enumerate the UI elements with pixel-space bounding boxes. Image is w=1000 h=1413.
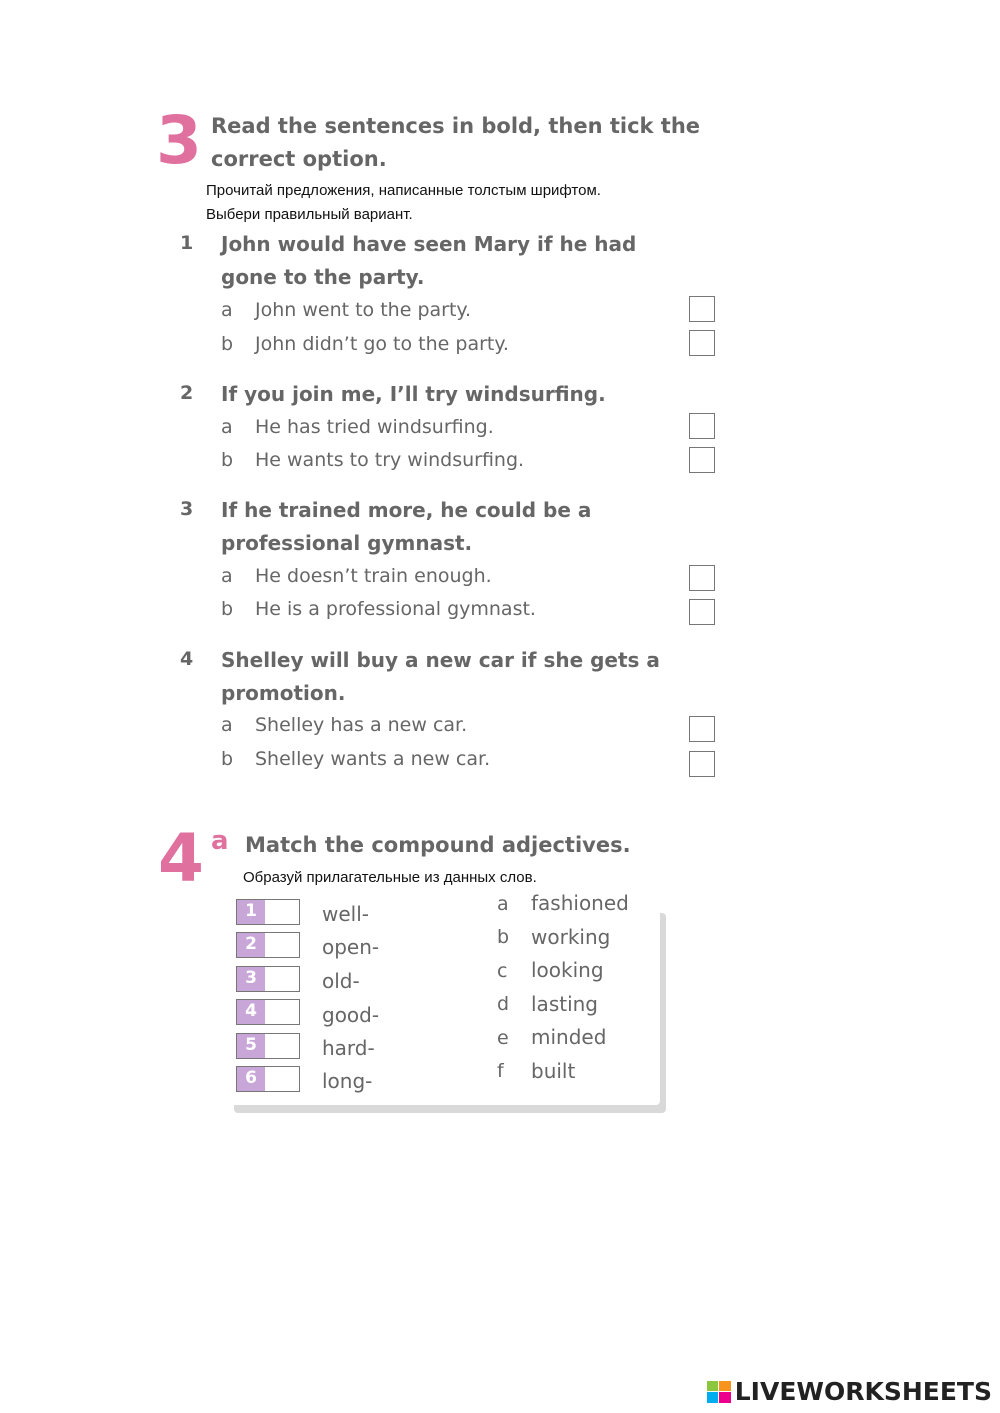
tick-box[interactable] xyxy=(689,413,715,439)
option-text: He is a professional gymnast. xyxy=(255,598,536,620)
ending-letter: a xyxy=(497,893,509,915)
word-stem: open- xyxy=(322,935,380,959)
option-text: Shelley wants a new car. xyxy=(255,748,491,770)
item-number: 1 xyxy=(237,900,265,924)
tick-box[interactable] xyxy=(689,565,715,591)
logo-square-pink xyxy=(719,1392,731,1403)
logo-square-blue xyxy=(707,1392,719,1403)
question-text xyxy=(221,228,671,294)
exercise-3-title-line-2: correct option. xyxy=(211,147,387,171)
option-letter: a xyxy=(221,714,233,736)
option-text: John didn’t go to the party. xyxy=(255,333,509,355)
tick-box[interactable] xyxy=(689,599,715,625)
exercise-3-title xyxy=(211,110,700,176)
question-number: 1 xyxy=(180,232,194,254)
ending-letter: d xyxy=(497,993,510,1015)
question-text xyxy=(221,644,671,710)
question-line: John would have seen Mary if he had xyxy=(221,232,637,256)
answer-box-6[interactable] xyxy=(236,1066,300,1092)
answer-box-3[interactable] xyxy=(236,966,300,992)
brand-name: LIVEWORKSHEETS xyxy=(734,1377,992,1406)
exercise-4-title: Match the compound adjectives. xyxy=(245,833,631,857)
ending-letter: b xyxy=(497,926,510,948)
question-number: 3 xyxy=(180,498,194,520)
word-ending: working xyxy=(531,925,611,949)
answer-box-1[interactable] xyxy=(236,899,300,925)
word-stem: old- xyxy=(322,969,360,993)
option-letter: b xyxy=(221,333,234,355)
option-text: He wants to try windsurfing. xyxy=(255,449,525,471)
tick-box[interactable] xyxy=(689,330,715,356)
item-number: 4 xyxy=(237,1000,265,1024)
question-text xyxy=(221,378,671,411)
question-number: 4 xyxy=(180,648,194,670)
ending-letter: c xyxy=(497,960,508,982)
option-text: Shelley has a new car. xyxy=(255,714,468,736)
liveworksheets-logo-icon xyxy=(707,1381,731,1403)
ru-line-2: Выбери правильный вариант. xyxy=(206,206,413,223)
option-letter: b xyxy=(221,449,234,471)
logo-square-orange xyxy=(719,1381,731,1392)
question-line: If he trained more, he could be a xyxy=(221,498,592,522)
option-letter: b xyxy=(221,598,234,620)
word-ending: minded xyxy=(531,1025,607,1049)
question-line: gone to the party. xyxy=(221,265,425,289)
option-text: John went to the party. xyxy=(255,299,471,321)
item-number: 3 xyxy=(237,967,265,991)
exercise-4-russian-instruction: Образуй прилагательные из данных слов. xyxy=(243,869,537,886)
item-number: 6 xyxy=(237,1067,265,1091)
ending-letter: f xyxy=(497,1060,504,1082)
word-ending: lasting xyxy=(531,992,599,1016)
answer-box-4[interactable] xyxy=(236,999,300,1025)
word-stem: hard- xyxy=(322,1036,375,1060)
exercise-3-russian-instruction xyxy=(206,179,601,227)
exercise-4-number: 4 xyxy=(158,820,204,897)
word-stem: well- xyxy=(322,902,369,926)
liveworksheets-logo xyxy=(707,1377,992,1406)
option-letter: a xyxy=(221,565,233,587)
item-number: 2 xyxy=(237,933,265,957)
ru-line-1: Прочитай предложения, написанные толстым шрифтом. xyxy=(206,182,601,199)
option-letter: a xyxy=(221,416,233,438)
option-text: He has tried windsurfing. xyxy=(255,416,494,438)
question-line: professional gymnast. xyxy=(221,531,473,555)
word-ending: built xyxy=(531,1059,576,1083)
option-letter: b xyxy=(221,748,234,770)
option-text: He doesn’t train enough. xyxy=(255,565,492,587)
question-number: 2 xyxy=(180,382,194,404)
exercise-4-part-letter: a xyxy=(211,826,229,856)
word-ending: fashioned xyxy=(531,891,629,915)
logo-square-green xyxy=(707,1381,719,1392)
answer-box-2[interactable] xyxy=(236,932,300,958)
exercise-3-number: 3 xyxy=(156,102,202,179)
ending-letter: e xyxy=(497,1027,509,1049)
question-text xyxy=(221,494,671,560)
word-ending: looking xyxy=(531,958,604,982)
question-line: promotion. xyxy=(221,681,346,705)
answer-box-5[interactable] xyxy=(236,1033,300,1059)
question-line: Shelley will buy a new car if she gets a xyxy=(221,648,660,672)
item-number: 5 xyxy=(237,1034,265,1058)
word-stem: long- xyxy=(322,1069,373,1093)
tick-box[interactable] xyxy=(689,296,715,322)
word-stem: good- xyxy=(322,1003,380,1027)
tick-box[interactable] xyxy=(689,716,715,742)
question-line: If you join me, I’ll try windsurfing. xyxy=(221,382,606,406)
exercise-3-title-line-1: Read the sentences in bold, then tick the xyxy=(211,114,701,138)
tick-box[interactable] xyxy=(689,447,715,473)
tick-box[interactable] xyxy=(689,751,715,777)
option-letter: a xyxy=(221,299,233,321)
